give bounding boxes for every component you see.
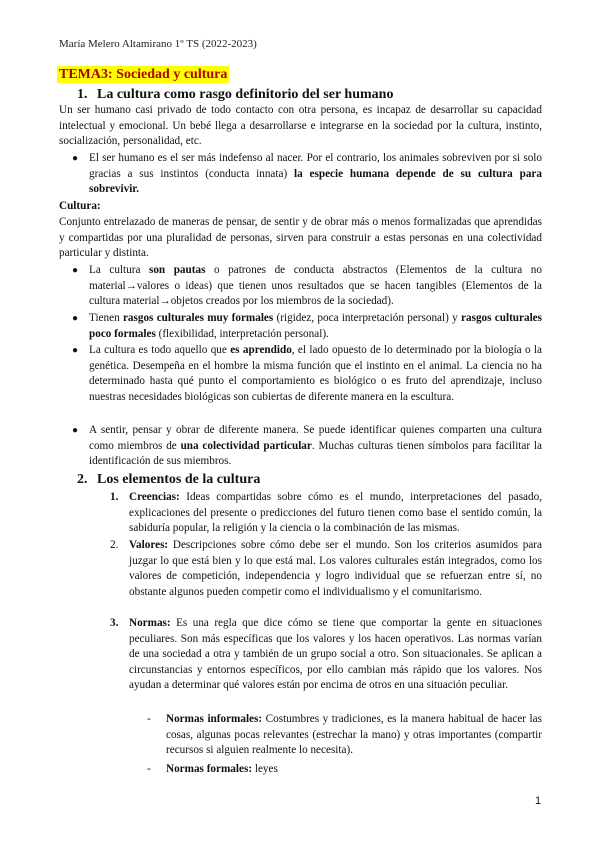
intro-paragraph: Un ser humano casi privado de todo contacto con otra persona, es incapaz de desarrollar su capacidad intelectual y emocional. Un bebé llega a desarrollarse e integrarse en la sociedad por la cultura, instinto, socialización, personalidad, etc. [59,104,542,148]
section-number: 1. [77,87,88,102]
numbered-item-normas [110,616,542,694]
section-2-heading [77,471,260,488]
section-number: 2. [77,472,88,487]
item-label: Creencias: [129,491,180,503]
bullet-item [72,343,542,405]
bullet-item [72,263,542,310]
bullet-text: (rigidez, poca interpretación personal) y [273,312,462,324]
cultura-label: Cultura: [59,200,101,212]
bullet-bold-text: rasgos culturales muy formales [122,312,274,324]
item-number: 3. [110,617,119,629]
section-title: Los elementos de la cultura [97,472,261,487]
document-header: María Melero Altamirano 1º TS (2022-2023) [59,38,257,50]
dash-marker: - [147,713,151,725]
bullet-bold-text: una colectividad particular [180,439,312,452]
bullet-text: o patrones de conducta abstractos (Elementos de la cultura no material→valores o ideas) que tienen unos resultados que se hacen tangibles (Elementos de la cultura material→objetos creados por los miembros de la sociedad). [89,264,542,308]
bullet-icon: ● [72,345,79,356]
item-label: Normas: [129,617,171,629]
bullet-item [72,423,542,470]
numbered-item-creencias [110,490,542,537]
item-label: Normas informales: [166,713,263,725]
bullet-text: La cultura es todo aquello que [89,344,231,356]
bullet-text: . Muchas culturas tienen símbolos para facilitar la identificación de sus miembros. [89,439,542,468]
bullet-text: (flexibilidad, interpretación personal). [155,327,329,340]
page-title: TEMA3: Sociedad y cultura [59,67,228,82]
page-number: 1 [535,795,542,807]
bullet-icon: ● [72,425,79,436]
numbered-item-valores [110,538,542,600]
item-text: Costumbres y tradiciones, es la manera habitual de hacer las cosas, algunas pocas relevantes (estrechar la mano) y otras importantes (compartir recursos si alguien realmente lo necesita). [166,713,542,757]
bullet-text: El ser humano es el ser más indefenso al nacer. Por el contrario, los animales sobreviven por si solo gracias a sus instintos (conducta innata) [89,152,542,180]
item-number: 2. [110,539,119,551]
sub-item-normas-informales [147,712,542,759]
item-text: Ideas compartidas sobre cómo es el mundo, interpretaciones del pasado, explicaciones del presente o predicciones del futuro tienen como base el sentido común, la sabiduría popular, la religión y la ciencia o la combinación de las mismas. [129,491,542,535]
bullet-bold-text: son pautas [148,264,206,276]
bullet-text: , el lado opuesto de lo determinado por la biología o la genética. Desempeña en el hombre la misma función que el instinto en el animal. La ciencia no ha determinado hasta qué punto el comportamiento es biológico o es fruto del aprendizaje, incluso nuestras necesidades biológicas son cubiertas de diferente manera en la escultura. [89,344,542,403]
bullet-item [72,311,543,342]
bullet-icon: ● [72,153,79,164]
bullet-bold-text: es aprendido [230,344,292,356]
section-title: La cultura como rasgo definitorio del ser humano [97,87,394,102]
bullet-text: La cultura [89,264,149,276]
dash-marker: - [147,763,151,775]
item-number: 1. [110,491,119,503]
cultura-definition: Conjunto entrelazado de maneras de pensar, de sentir y de obrar más o menos formalizadas que aprendidas y compartidas por una pluralidad de personas, sirven para construir a estas personas en una colectividad particular y distinta. [59,216,542,260]
bullet-icon: ● [72,265,79,276]
item-text: leyes [252,763,278,775]
bullet-text: A sentir, pensar y obrar de diferente manera. Se puede identificar quienes comparten una cultura como miembros de [89,424,542,452]
item-label: Valores: [129,539,169,551]
section-1-heading [77,86,393,103]
item-text: Es una regla que dice cómo se tiene que comportar la gente en situaciones peculiares. Son más específicas que los valores y los hacen operativos. Las normas varían de una sociedad a otra y también de un grupo social a otro. Son situacionales. Se aplican a circunstancias y entornos específicos, por ello cambian más rápido que los valores. Nos ayudan a determinar qué valores están por encima de otros en una situación peculiar. [129,617,542,692]
bullet-text: Tienen [89,312,123,324]
bullet-item [72,151,542,198]
bullet-bold-text: la especie humana depende de su cultura para sobrevivir. [89,167,542,196]
item-label: Normas formales: [166,763,253,775]
sub-item-normas-formales [147,762,542,778]
bullet-bold-text: rasgos culturales poco formales [89,312,543,340]
item-text: Descripciones sobre cómo debe ser el mundo. Son los criterios asumidos para juzgar lo que está bien y lo que está mal. Los valores culturales están integrados, como los valores de competición, independencia y logro individual que se refuerzan entre sí, no obstante algunos pueden competir como el individualismo y el comunitarismo. [129,539,542,598]
bullet-icon: ● [72,313,79,324]
